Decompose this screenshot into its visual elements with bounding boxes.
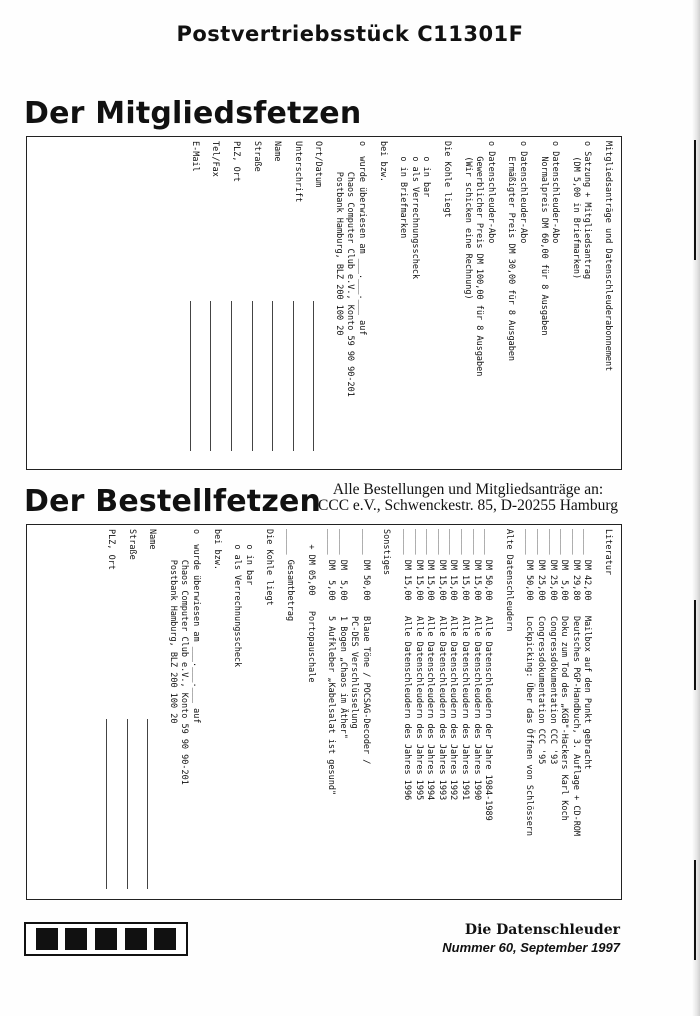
scan-edge-shadow bbox=[692, 0, 700, 1016]
scan-mark bbox=[694, 600, 696, 690]
membership-field[interactable] bbox=[209, 141, 221, 470]
order-line: _____ DM 50,00 Lockpicking: Über das Öffnen von Schlössern bbox=[524, 529, 535, 837]
spacer bbox=[493, 529, 502, 900]
membership-field[interactable] bbox=[312, 141, 324, 470]
membership-field[interactable] bbox=[188, 141, 200, 470]
membership-line: Normalpreis DM 60,00 für 8 Ausgaben bbox=[538, 141, 549, 336]
membership-line: Ermäßigter Preis DM 30,00 für 8 Ausgaben bbox=[506, 141, 517, 362]
spacer bbox=[303, 141, 312, 470]
membership-field-label: Straße bbox=[251, 141, 262, 172]
membership-field-line[interactable] bbox=[272, 301, 273, 451]
membership-line: (DM 5,00 in Briefmarken) bbox=[570, 141, 581, 280]
membership-line: o Datenschleuder-Abo bbox=[485, 141, 496, 244]
black-square bbox=[95, 928, 117, 950]
spacer bbox=[179, 141, 188, 470]
order-address-note bbox=[318, 482, 618, 514]
membership-form-title: Der Mitgliedsfetzen bbox=[24, 96, 362, 131]
membership-line: Chaos Computer Club e.V., Konto 59 90 90-201 bbox=[345, 141, 356, 397]
order-field[interactable] bbox=[104, 529, 116, 900]
page-header-title: Postvertriebsstück C11301F bbox=[176, 22, 524, 46]
order-line: bei bzw. bbox=[211, 529, 222, 570]
membership-field-line[interactable] bbox=[210, 301, 211, 451]
footer-squares-box bbox=[24, 922, 188, 956]
membership-field-label: Tel/Fax bbox=[210, 141, 221, 177]
order-note-line-1: Alle Bestellungen und Mitgliedsanträge an: bbox=[332, 481, 604, 498]
spacer bbox=[367, 141, 376, 470]
order-line: Die Kohle liegt bbox=[264, 529, 275, 606]
membership-line: o in Briefmarken bbox=[398, 141, 409, 239]
order-line: + DM 05,00 Portopauschale bbox=[305, 529, 316, 683]
black-square bbox=[125, 928, 147, 950]
order-line: o als Verrechnungsscheck bbox=[232, 529, 243, 668]
order-line: _____ DM 15,00 Alle Datenschleudern des Jahres 1994 bbox=[425, 529, 436, 801]
membership-line: o Datenschleuder-Abo bbox=[518, 141, 529, 244]
order-field-line[interactable] bbox=[147, 719, 148, 889]
order-field-line[interactable] bbox=[127, 719, 128, 889]
spacer bbox=[514, 529, 523, 900]
order-line: _____ DM 5,00 Doku zum Tod des „KGB"-Hackers Karl Koch bbox=[559, 529, 570, 821]
order-line: Postbank Hamburg, BLZ 200 100 20 bbox=[167, 529, 178, 724]
spacer bbox=[137, 529, 146, 900]
order-line: _____ DM 15,00 Alle Datenschleudern des Jahres 1996 bbox=[402, 529, 413, 801]
order-line: _____ DM 15,00 Alle Datenschleudern des Jahres 1990 bbox=[471, 529, 482, 801]
spacer bbox=[323, 141, 332, 470]
order-line: Chaos Computer Club e.V., Konto 59 90 90-201 bbox=[179, 529, 190, 785]
membership-form-box bbox=[26, 136, 622, 470]
order-field-label: Straße bbox=[126, 529, 137, 560]
spacer bbox=[392, 529, 401, 900]
spacer bbox=[388, 141, 397, 470]
membership-form-content bbox=[26, 137, 621, 470]
black-square bbox=[65, 928, 87, 950]
spacer bbox=[274, 529, 283, 900]
membership-field-line[interactable] bbox=[313, 301, 314, 451]
order-line: _____ DM 5,00 5 Aufkleber „Kabelsalat ist gesund" bbox=[326, 529, 337, 796]
spacer bbox=[201, 529, 210, 900]
membership-line: Mitgliedsanträge und Datenschleuderabonnement bbox=[603, 141, 613, 372]
spacer bbox=[496, 141, 505, 470]
membership-field-label: Unterschrift bbox=[292, 141, 303, 203]
spacer bbox=[560, 141, 569, 470]
order-line: Alte Datenschleudern bbox=[503, 529, 514, 632]
membership-field-line[interactable] bbox=[252, 301, 253, 451]
order-field[interactable] bbox=[146, 529, 158, 900]
membership-line: Gewerblicher Preis DM 100,00 für 8 Ausgaben bbox=[474, 141, 485, 377]
membership-field-label: E-Mail bbox=[189, 141, 200, 172]
membership-field[interactable] bbox=[271, 141, 283, 470]
order-field[interactable] bbox=[125, 529, 137, 900]
spacer bbox=[222, 529, 231, 900]
membership-field-label: Ort/Datum bbox=[313, 141, 324, 188]
membership-line: bei bzw. bbox=[377, 141, 388, 182]
spacer bbox=[116, 529, 125, 900]
spacer bbox=[592, 529, 601, 900]
membership-line: Postbank Hamburg, BLZ 200 100 20 bbox=[333, 141, 344, 336]
membership-field[interactable] bbox=[250, 141, 262, 470]
spacer bbox=[528, 141, 537, 470]
membership-line: o als Verrechnungsscheck bbox=[409, 141, 420, 280]
membership-field-line[interactable] bbox=[231, 301, 232, 451]
spacer bbox=[200, 141, 209, 470]
black-square bbox=[154, 928, 176, 950]
order-field-label: Name bbox=[147, 529, 158, 550]
black-square bbox=[36, 928, 58, 950]
membership-line: o wurde überwiesen am ___.___.___ auf bbox=[357, 141, 368, 336]
spacer bbox=[371, 529, 380, 900]
spacer bbox=[95, 529, 104, 900]
spacer bbox=[157, 529, 166, 900]
order-line: o in bar bbox=[243, 529, 254, 586]
order-line: _____ DM 15,00 Alle Datenschleudern des Jahres 1993 bbox=[436, 529, 447, 801]
order-line: _____ DM 50,00 Alle Datenschleudern der Jahre 1984-1989 bbox=[483, 529, 494, 821]
order-line: _____ DM 25,00 Congressdokumentation CCC '95 bbox=[536, 529, 547, 765]
membership-line: o in bar bbox=[421, 141, 432, 198]
order-field-line[interactable] bbox=[106, 719, 107, 889]
spacer bbox=[316, 529, 325, 900]
order-line: _____ DM 15,00 Alle Datenschleudern des Jahres 1991 bbox=[460, 529, 471, 801]
order-line: _____ DM 5,00 1 Bogen „Chaos im Äther" bbox=[337, 529, 348, 739]
order-line: Sonstiges bbox=[381, 529, 392, 576]
order-form-title: Der Bestellfetzen bbox=[24, 484, 322, 519]
order-line: _____ DM 15,00 Alle Datenschleudern des Jahres 1995 bbox=[413, 529, 424, 801]
spacer bbox=[254, 529, 263, 900]
scan-mark bbox=[694, 860, 696, 960]
spacer bbox=[220, 141, 229, 470]
spacer bbox=[592, 141, 601, 470]
order-form-box bbox=[26, 524, 622, 900]
order-line: _____ DM 15,00 Alle Datenschleudern des Jahres 1992 bbox=[448, 529, 459, 801]
order-note-line-2: CCC e.V., Schwenckestr. 85, D-20255 Hamburg bbox=[318, 497, 618, 514]
membership-field[interactable] bbox=[229, 141, 241, 470]
magazine-issue: Nummer 60, September 1997 bbox=[442, 940, 620, 955]
membership-line: o Satzung + Mitgliedsantrag bbox=[582, 141, 593, 280]
order-line: _____ DM 29,80 Deutsches PGP-Handbuch, 3. Auflage + CD-ROM bbox=[570, 529, 581, 837]
order-form-content bbox=[26, 525, 621, 900]
spacer bbox=[262, 141, 271, 470]
membership-field-line[interactable] bbox=[293, 301, 294, 451]
magazine-title: Die Datenschleuder bbox=[464, 922, 620, 938]
membership-line: Die Kohle liegt bbox=[442, 141, 453, 218]
membership-field-label: Name bbox=[272, 141, 283, 162]
spacer bbox=[295, 529, 304, 900]
spacer bbox=[241, 141, 250, 470]
membership-field[interactable] bbox=[291, 141, 303, 470]
order-line: _____ DM 50,00 Blaue Töne / POCSAG-Decoder / bbox=[360, 529, 371, 765]
order-line: PC-DES Verschlüsselung bbox=[349, 529, 360, 729]
order-line: o wurde überwiesen am ___.___.___ auf bbox=[190, 529, 201, 724]
spacer bbox=[452, 141, 461, 470]
order-line: Literatur bbox=[603, 529, 613, 576]
membership-field-line[interactable] bbox=[190, 301, 191, 451]
order-field-label: PLZ, Ort bbox=[106, 529, 116, 570]
membership-line: o Datenschleuder-Abo bbox=[550, 141, 561, 244]
spacer bbox=[282, 141, 291, 470]
membership-line: (Wir schicken eine Rechnung) bbox=[462, 141, 473, 300]
order-line: _____ DM 25,00 Congressdokumentation CCC '93 bbox=[547, 529, 558, 765]
membership-field-label: PLZ, Ort bbox=[230, 141, 241, 182]
order-line: _____ DM 42,00 Mailbox auf den Punkt gebracht bbox=[582, 529, 593, 770]
scan-mark bbox=[694, 140, 696, 260]
spacer bbox=[431, 141, 440, 470]
order-line: _____ Gesamtbetrag bbox=[284, 529, 295, 622]
